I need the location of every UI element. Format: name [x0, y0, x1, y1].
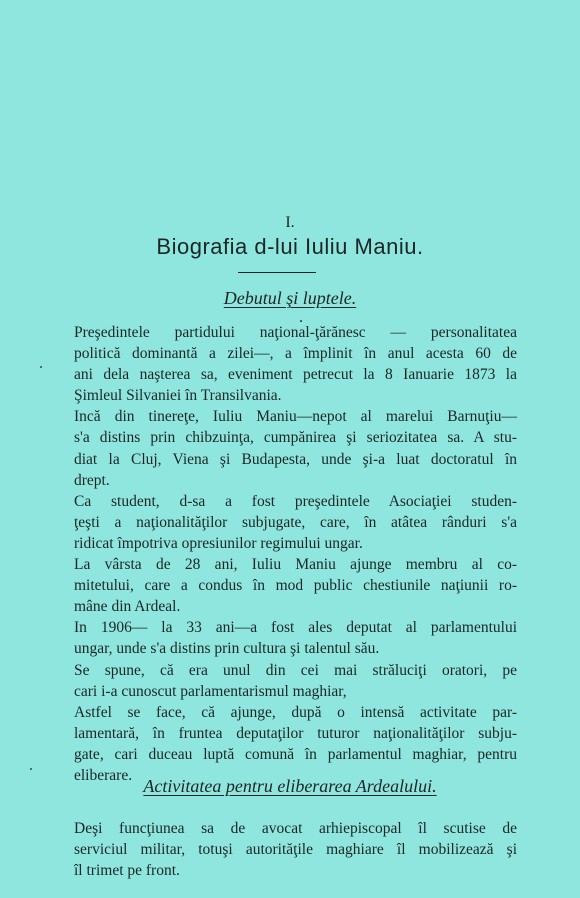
text-line: ţeşti a naţionalităţilor subjugate, care, în atâtea rânduri s'a — [74, 513, 517, 531]
text-line: Deşi funcţiunea sa de avocat arhiepiscopal îl scutise de — [74, 820, 517, 837]
text-line: Preşedintele partidului naţional-ţărănesc — personalitatea — [74, 324, 517, 341]
text-line: gate, cari duceau luptă comună în parlamentul maghiar, pentru — [74, 745, 517, 763]
text-line: Şimleul Silvaniei în Transilvania. — [74, 387, 282, 405]
title-divider — [238, 272, 316, 273]
text-line: Se spune, că era unul din cei mai străluciţi oratori, pe — [74, 661, 517, 679]
paper-speck — [40, 366, 42, 368]
text-line: Astfel se face, că ajunge, după o intensă activitate par- — [74, 703, 517, 721]
paragraph — [74, 617, 517, 659]
text-line: lamentară, în fruntea deputaţilor tuturor naţionalităţilor subju- — [74, 724, 517, 742]
paper-speck — [30, 768, 32, 770]
text-line: drept. — [74, 471, 110, 489]
text-line: Ca student, d-sa a fost preşedintele Asociaţiei studen- — [74, 492, 517, 510]
text-line: îl trimet pe front. — [74, 862, 180, 880]
text-line: diat la Cluj, Viena şi Budapesta, unde şi-a luat doctoratul în — [74, 450, 517, 468]
paragraph — [74, 702, 517, 786]
paragraph — [74, 322, 517, 406]
paragraph — [74, 406, 517, 490]
text-line: s'a distins prin chibzuinţa, cumpănirea şi seriozitatea sa. A stu- — [74, 429, 517, 447]
text-line: mâne din Ardeal. — [74, 598, 181, 616]
text-line: ungar, unde s'a distins prin cultura şi talentul său. — [74, 640, 380, 658]
paper-speck — [300, 320, 302, 322]
paragraph — [74, 818, 517, 881]
section-title-activitate: Activitatea pentru eliberarea Ardealului. — [143, 776, 437, 796]
chapter-number: I. — [285, 214, 295, 231]
text-line: ridicat împotriva opresiunilor regimului ungar. — [74, 534, 363, 552]
paragraph — [74, 491, 517, 554]
paragraph — [74, 660, 517, 702]
text-line: In 1906— la 33 ani—a fost ales deputat al parlamentului — [74, 619, 517, 637]
text-line: mitetului, care a condus în mod public chestiunile naţiunii ro- — [74, 577, 517, 595]
text-line: La vârsta de 28 ani, Iuliu Maniu ajunge membru al co- — [74, 556, 517, 574]
text-line: Incă din tinereţe, Iuliu Maniu—nepot al marelui Barnuţiu— — [74, 408, 517, 426]
section-body-activitate — [74, 818, 517, 881]
text-line: serviciul militar, totuşi autorităţile maghiare îl mobilizează şi — [74, 841, 517, 859]
section-body-debut — [74, 322, 517, 786]
text-line: cari i-a cunoscut parlamentarismul maghiar, — [74, 682, 347, 700]
text-line: eliberare. — [74, 766, 133, 784]
text-line: ani dela naşterea sa, eveniment petrecut la 8 Ianuarie 1873 la — [74, 366, 517, 384]
section-title-debut: Debutul şi luptele. — [223, 288, 357, 308]
text-line: politică dominantă a zilei—, a împlinit în anul acesta 60 de — [74, 345, 517, 363]
chapter-title: Biografia d-lui Iuliu Maniu. — [156, 234, 424, 259]
paragraph — [74, 554, 517, 617]
